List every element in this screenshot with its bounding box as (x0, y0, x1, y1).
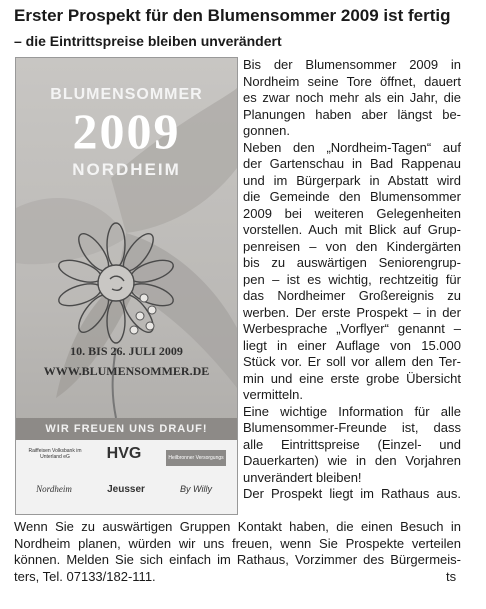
body-line: Planungen haben aber längst be- (243, 106, 461, 122)
body-line: Eine wichtige Information für alle (243, 403, 461, 419)
article-headline: Erster Prospekt für den Blumensommer 2009 ist fertig (14, 6, 451, 25)
body-line: die Gemeinde den Blumensommer (243, 189, 461, 204)
body-line: Der Prospekt liegt im Rathaus aus. (243, 486, 461, 501)
body-line: Wenn Sie zu auswärtigen Gruppen Kontakt haben, die einen Besuch in (14, 519, 461, 534)
body-line: unverändert bleiben! (243, 469, 362, 485)
body-line: penreisen – von den Kindergärten (243, 238, 461, 254)
body-line: Nordheim planen, würden wir uns freuen, wenn Sie Prospekte verteilen (14, 535, 461, 551)
bywilly-logo: By Willy (180, 484, 212, 494)
poster-title: BLUMENSOMMER (50, 86, 203, 103)
body-line: Bis der Blumensommer 2009 in (243, 57, 461, 72)
body-line: es zwar noch mehr als ein Jahr, die (243, 90, 461, 105)
body-line: das Nordheimer Großereignis zu (243, 288, 461, 303)
poster-place: NORDHEIM (72, 160, 181, 179)
utility-logo: Heilbronner Versorgungs (166, 450, 226, 466)
nordheim-logo: Nordheim (36, 484, 72, 494)
body-line: gonnen. (243, 123, 290, 138)
poster-dates: 10. BIS 26. JULI 2009 (70, 344, 183, 358)
poster-year: 2009 (72, 103, 181, 159)
body-line: vorstellen. Auch mit Blick auf Grup- (243, 222, 461, 237)
body-line: liegt in einer Auflage von 15.000 (243, 337, 461, 353)
sponsor-logos (16, 440, 237, 514)
hvg-logo: HVG (106, 445, 142, 462)
body-line: Dauerkarten) wie in den Vorjahren (243, 453, 461, 468)
article-subheadline: – die Eintrittspreise bleiben unverändert (14, 33, 282, 49)
body-line: der Gartenschau in Bad Rappenau (243, 156, 461, 171)
body-line: Werbesprache „Vorflyer“ genannt – (243, 321, 461, 336)
poster-url: WWW.BLUMENSOMMER.DE (43, 364, 210, 378)
body-line: Blumensommer-Freunde ist, dass (243, 420, 461, 435)
body-line: Stück vor. Er soll vor allem den Ter- (243, 354, 461, 369)
body-line: Neben den „Nordheim-Tagen“ auf (243, 139, 461, 155)
body-line: werben. Der erste Prospekt – in der (243, 304, 461, 320)
body-line: ters, Tel. 07133/182-111. (14, 568, 156, 584)
body-line: Nordheim seine Tore öffnet, dauert (243, 73, 461, 89)
body-line: 2009 bei weiteren Gelegenheiten (243, 205, 461, 221)
body-line: und im Bürgerpark in Abstatt wird (243, 172, 461, 188)
event-poster (15, 57, 238, 515)
body-line: vermitteln. (243, 387, 303, 402)
author-signature: ts (446, 568, 457, 584)
bank-logo: Raiffeisen Volksbank im Unterland eG (28, 448, 82, 460)
body-line: alle Eintrittspreise (Einzel- und (243, 436, 461, 452)
body-line: min und eine erste grobe Übersicht (243, 370, 461, 386)
poster-slogan: WIR FREUEN UNS DRAUF! (16, 418, 237, 440)
body-line: bis zu auswärtigen Seniorengrup- (243, 255, 461, 270)
jeusser-logo: Jeusser (107, 484, 145, 495)
body-line: können. Melden Sie sich einfach im Rathaus, Vorzimmer des Bürgermeis- (14, 552, 461, 567)
body-line: pen – ist es wichtig, rechtzeitig für (243, 271, 461, 287)
